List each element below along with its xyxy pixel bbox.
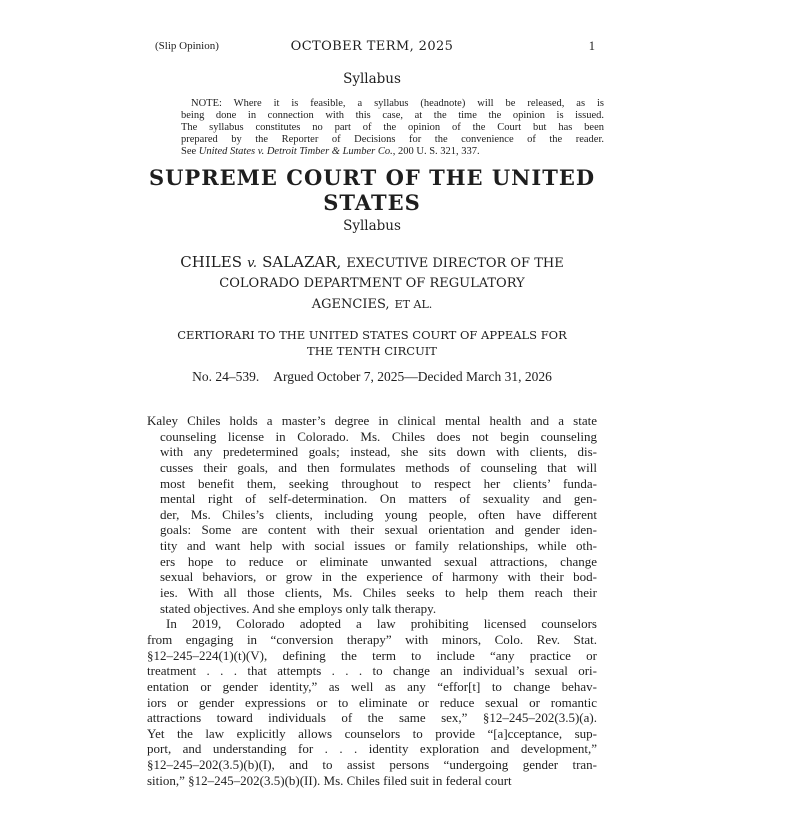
syllabus-label-top: Syllabus <box>343 71 401 87</box>
note-see: See <box>181 146 199 157</box>
note-reporter-cite: , 200 U. S. 321, 337. <box>392 146 480 157</box>
case-title-line1 <box>137 252 607 274</box>
body-line: port, and understanding for . . . identity exploration and development,” <box>147 741 597 757</box>
body-line: entation or gender identity,” as well as any “effor[t] to change behav- <box>147 678 597 694</box>
case-title-line3 <box>137 293 607 315</box>
body-line: cusses their goals, and then formulates methods of counseling that will <box>160 459 597 475</box>
body-line: sexual behaviors, or grow in the experience of harmony with their bod- <box>160 569 597 585</box>
body-line: der, Ms. Chiles’s clients, including young people, often have different <box>160 506 597 522</box>
body-line: attractions toward individuals of the same sex,” §12–245–202(3.5)(a). <box>147 710 597 726</box>
body-line: §12–245–202(3.5)(b)(I), and to assist persons “undergoing gender tran- <box>147 757 597 773</box>
syllabus-label-mid: Syllabus <box>343 218 401 234</box>
body-line: most benefit them, seeking throughout to respect her clients’ funda- <box>160 475 597 491</box>
reporter-note <box>181 98 604 146</box>
certiorari-line2: THE TENTH CIRCUIT <box>307 344 437 358</box>
body-line: mental right of self-determination. On matters of sexuality and gen- <box>160 491 597 507</box>
body-line: with any predetermined goals; instead, she sits down with clients, dis- <box>160 444 597 460</box>
petitioner-name: CHILES <box>180 253 242 271</box>
docket-line <box>147 369 597 385</box>
case-title-line2: COLORADO DEPARTMENT OF REGULATORY <box>219 275 525 291</box>
slip-opinion-label: (Slip Opinion) <box>155 40 219 52</box>
case-title-agencies: AGENCIES, <box>311 297 390 312</box>
respondent-name: SALAZAR, <box>262 253 342 271</box>
certiorari-line1: CERTIORARI TO THE UNITED STATES COURT OF APPEALS FOR <box>177 328 567 342</box>
respondent-title: EXECUTIVE DIRECTOR OF THE <box>346 256 564 271</box>
body-line: goals: Some are content with their sexual orientation and gender iden- <box>160 522 597 538</box>
body-line: iors or gender expressions or to eliminate or reduce sexual or romantic <box>147 694 597 710</box>
reporter-note-citation <box>181 146 604 158</box>
body-line: §12–245–224(1)(t)(V), defining the term to include “any practice or <box>147 647 597 663</box>
body-line: treatment . . . that attempts . . . to change an individual’s sexual ori- <box>147 663 597 679</box>
note-case-citation: United States v. Detroit Timber & Lumber Co. <box>198 146 393 157</box>
page-number: 1 <box>588 39 595 53</box>
body-line: tity and want help with social issues or family relationships, while oth- <box>160 538 597 554</box>
note-line: being done in connection with this case, at the time the opinion is issued. <box>181 110 604 121</box>
court-title: SUPREME COURT OF THE UNITED STATES <box>148 165 596 215</box>
body-line: ers hope to reduce or eliminate unwanted sexual attractions, change <box>160 553 597 569</box>
body-line: In 2019, Colorado adopted a law prohibiting licensed counselors <box>166 616 597 632</box>
case-title <box>137 252 607 315</box>
certiorari-statement <box>137 327 607 359</box>
body-line: stated objectives. And she employs only talk therapy. <box>160 600 437 616</box>
body-line: ies. With all those clients, Ms. Chiles seeks to help them reach their <box>160 585 597 601</box>
body-line: Kaley Chiles holds a master’s degree in clinical mental health and a state <box>147 413 597 428</box>
term-header: OCTOBER TERM, 2025 <box>290 39 454 54</box>
body-line: from engaging in “conversion therapy” with minors, Colo. Rev. Stat. <box>147 631 597 647</box>
note-line: NOTE: Where it is feasible, a syllabus (headnote) will be released, as is <box>191 98 604 109</box>
argued-decided-dates: Argued October 7, 2025—Decided March 31, 2026 <box>273 369 552 384</box>
versus-abbrev: v. <box>247 256 257 271</box>
case-title-etal: ET AL. <box>394 298 433 311</box>
body-line: Yet the law explicitly allows counselors to provide “[a]cceptance, sup- <box>147 725 597 741</box>
body-line: sition,” §12–245–202(3.5)(b)(II). Ms. Chiles filed suit in federal court <box>147 772 512 788</box>
note-line: prepared by the Reporter of Decisions for the convenience of the reader. <box>181 134 604 145</box>
note-line: The syllabus constitutes no part of the opinion of the Court but has been <box>181 122 604 133</box>
body-line: counseling license in Colorado. Ms. Chiles does not begin counseling <box>160 428 597 444</box>
docket-number: No. 24–539. <box>192 369 260 384</box>
syllabus-body <box>147 413 597 788</box>
